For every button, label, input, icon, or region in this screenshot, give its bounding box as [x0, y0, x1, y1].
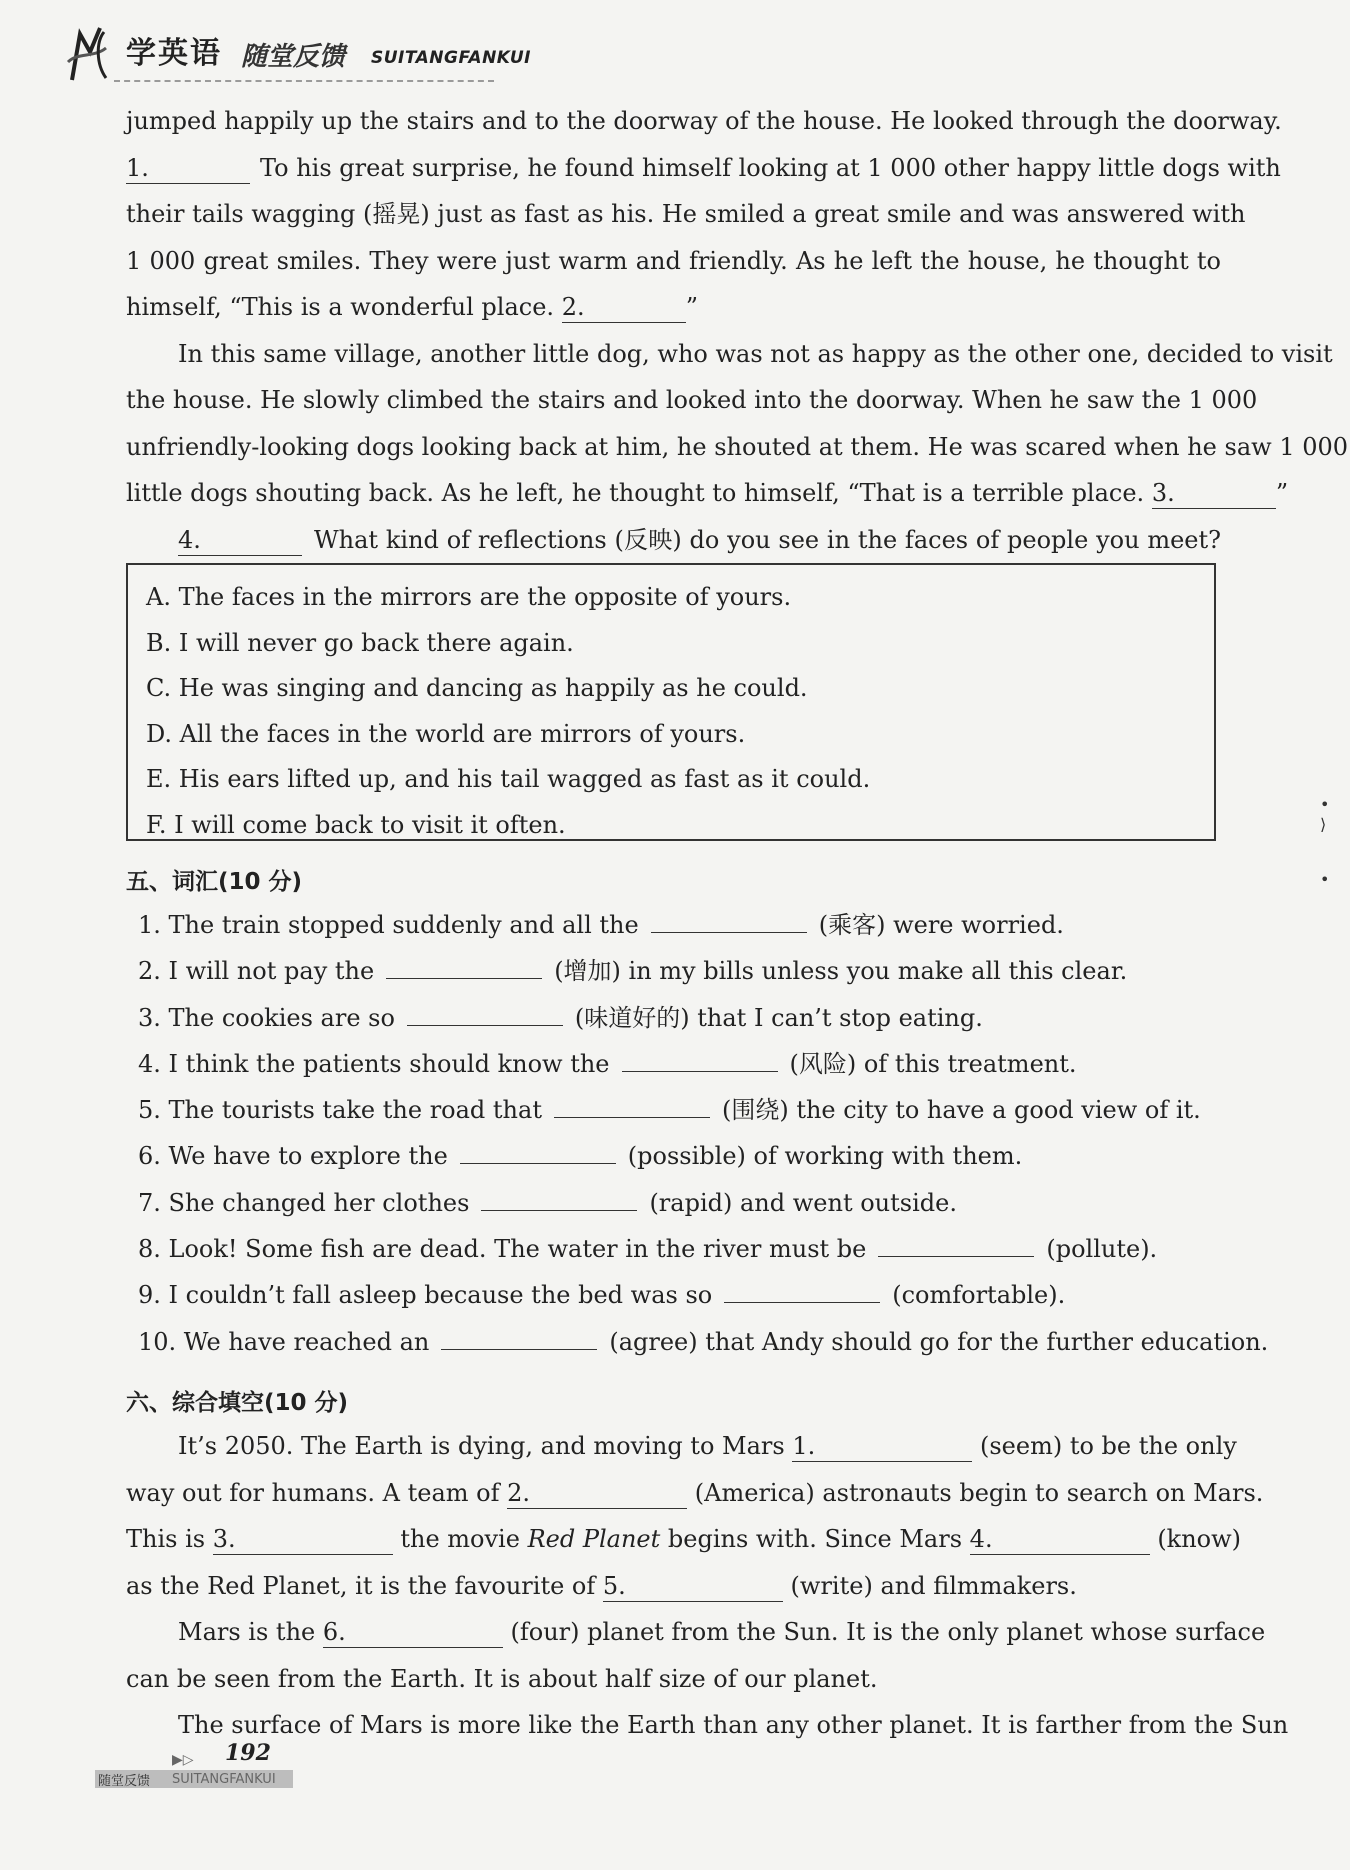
vocab-item: 5. The tourists take the road that (围绕) the city to have a good view of it.: [126, 1087, 1226, 1133]
passage-line: This is 3. the movie Red Planet begins with. Since Mars 4. (know): [126, 1525, 1242, 1553]
page-header: [66, 18, 536, 88]
passage-line: their tails wagging (摇晃) just as fast as his. He smiled a great smile and was answered with: [126, 200, 1246, 228]
option-item: C. He was singing and dancing as happily as he could.: [146, 674, 808, 703]
answer-blank[interactable]: 1.: [792, 1431, 972, 1462]
vocab-item: 9. I couldn’t fall asleep because the bed was so (comfortable).: [126, 1272, 1226, 1318]
answer-blank[interactable]: 2.: [562, 292, 686, 323]
answer-blank[interactable]: 4.: [970, 1524, 1150, 1555]
options-box: [126, 563, 1216, 841]
page-arrow-icon: ▶▷: [172, 1752, 194, 1768]
answer-blank[interactable]: 4.: [178, 525, 302, 556]
header-divider: [114, 80, 494, 82]
page-number: 192: [225, 1740, 271, 1766]
vocab-item: 7. She changed her clothes (rapid) and went outside.: [126, 1180, 1226, 1226]
margin-mark-icon: ⟩: [1320, 815, 1327, 834]
option-item: B. I will never go back there again.: [146, 628, 574, 657]
option-item: D. All the faces in the world are mirrors of yours.: [146, 719, 746, 748]
passage-line: 4. What kind of reflections (反映) do you see in the faces of people you meet?: [178, 525, 1221, 554]
brand-logo-icon: [66, 22, 112, 82]
answer-blank[interactable]: 6.: [323, 1617, 503, 1648]
vocab-item: 3. The cookies are so (味道好的) that I can’t stop eating.: [126, 995, 1226, 1041]
brand-title-cn: 学英语: [126, 36, 222, 71]
passage-line: little dogs shouting back. As he left, he thought to himself, “That is a terrible place. 3. ”: [126, 479, 1289, 507]
option-item: A. The faces in the mirrors are the opposite of yours.: [146, 583, 792, 611]
vocabulary-section: [126, 862, 1269, 1365]
answer-blank[interactable]: [481, 1180, 637, 1211]
vocab-item: 2. I will not pay the (增加) in my bills unless you make all this clear.: [126, 948, 1226, 994]
answer-blank[interactable]: [407, 995, 563, 1026]
answer-blank[interactable]: [460, 1133, 616, 1164]
passage-line: as the Red Planet, it is the favourite of 5. (write) and filmmakers.: [126, 1571, 1077, 1600]
option-item: F. I will come back to visit it often.: [146, 810, 566, 839]
passage-line: The surface of Mars is more like the Earth than any other planet. It is farther from the Sun: [178, 1711, 1289, 1739]
answer-blank[interactable]: [386, 948, 542, 979]
footer-brand-en: SUITANGFANKUI: [172, 1772, 276, 1787]
passage-line: unfriendly-looking dogs looking back at him, he shouted at them. He was scared when he saw 1 000: [126, 432, 1349, 461]
answer-blank[interactable]: [554, 1087, 710, 1118]
margin-dot-icon: •: [1320, 795, 1330, 814]
passage-line: 1. To his great surprise, he found himself looking at 1 000 other happy little dogs with: [126, 153, 1281, 182]
answer-blank[interactable]: [622, 1041, 778, 1072]
answer-blank[interactable]: 5.: [603, 1571, 783, 1602]
answer-blank[interactable]: 1.: [126, 153, 250, 184]
movie-title: Red Planet: [527, 1525, 661, 1553]
answer-blank[interactable]: 2.: [507, 1478, 687, 1509]
section-title: 六、综合填空(10 分): [126, 1390, 349, 1416]
answer-blank[interactable]: 3.: [213, 1524, 393, 1555]
reading-passage: [126, 98, 1349, 563]
vocab-item: 10. We have reached an (agree) that Andy should go for the further education.: [126, 1319, 1226, 1365]
passage-line: In this same village, another little dog, who was not as happy as the other one, decided to visit: [178, 339, 1333, 368]
cloze-section: [126, 1383, 1289, 1749]
vocab-item: 6. We have to explore the (possible) of working with them.: [126, 1133, 1226, 1179]
passage-line: can be seen from the Earth. It is about half size of our planet.: [126, 1664, 878, 1693]
margin-dot-icon: •: [1320, 870, 1330, 889]
passage-line: Mars is the 6. (four) planet from the Sun. It is the only planet whose surface: [178, 1618, 1266, 1646]
passage-line: 1 000 great smiles. They were just warm and friendly. As he left the house, he thought to: [126, 246, 1221, 275]
vocab-item: 8. Look! Some fish are dead. The water in the river must be (pollute).: [126, 1226, 1226, 1272]
brand-subtitle-cn: 随堂反馈: [241, 42, 346, 72]
answer-blank[interactable]: [651, 902, 807, 933]
option-item: E. His ears lifted up, and his tail wagged as fast as it could.: [146, 765, 871, 794]
passage-line: himself, “This is a wonderful place. 2. ”: [126, 293, 698, 321]
answer-blank[interactable]: 3.: [1152, 478, 1276, 509]
footer-brand-cn: 随堂反馈: [98, 1774, 151, 1789]
vocab-item: 1. The train stopped suddenly and all the (乘客) were worried.: [126, 902, 1226, 948]
section-title: 五、词汇(10 分): [126, 869, 303, 895]
answer-blank[interactable]: [441, 1319, 597, 1350]
passage-line: It’s 2050. The Earth is dying, and moving to Mars 1. (seem) to be the only: [178, 1432, 1237, 1460]
answer-blank[interactable]: [878, 1226, 1034, 1257]
brand-subtitle-en: SUITANGFANKUI: [371, 48, 531, 68]
answer-blank[interactable]: [724, 1272, 880, 1303]
vocab-item: 4. I think the patients should know the (风险) of this treatment.: [126, 1041, 1226, 1087]
passage-line: way out for humans. A team of 2. (America) astronauts begin to search on Mars.: [126, 1478, 1264, 1507]
passage-line: the house. He slowly climbed the stairs and looked into the doorway. When he saw the 1 000: [126, 386, 1258, 414]
passage-line: jumped happily up the stairs and to the doorway of the house. He looked through the doorway.: [126, 107, 1282, 135]
